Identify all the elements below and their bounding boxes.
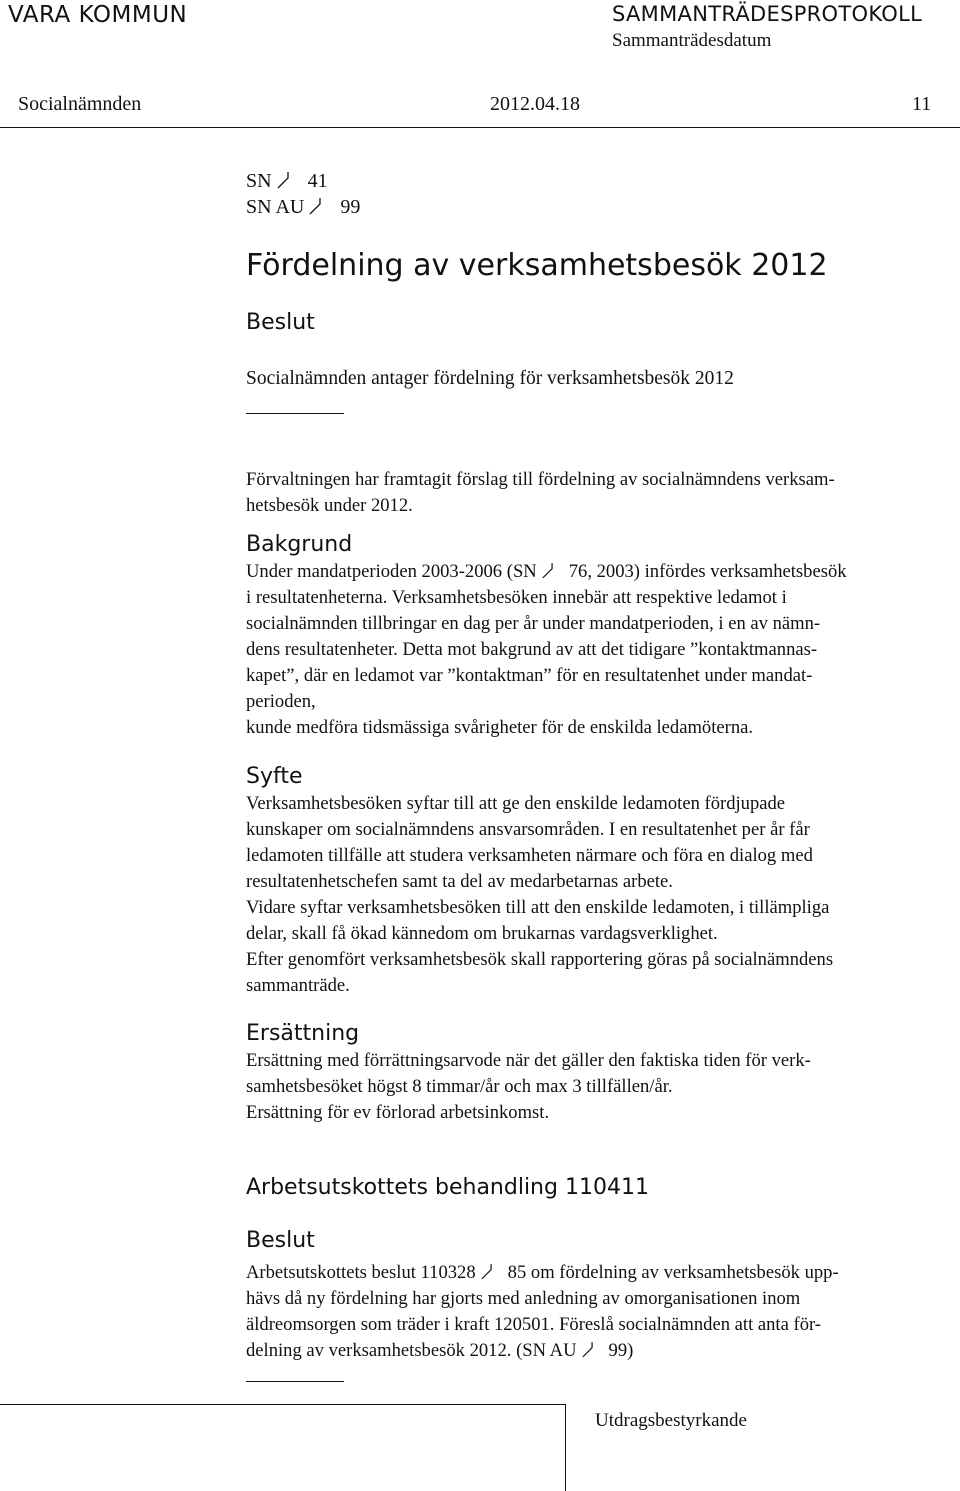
separator-rule bbox=[246, 413, 344, 414]
reference-line bbox=[246, 170, 328, 193]
purpose-heading: Syfte bbox=[246, 764, 303, 789]
committee-decision-heading: Beslut bbox=[246, 1228, 315, 1253]
decision-heading: Beslut bbox=[246, 310, 315, 335]
purpose-line: resultatenhetschefen samt ta del av medarbetarnas arbete. bbox=[246, 871, 673, 892]
background-line-part: 76, 2003) infördes verksamhetsbesök bbox=[568, 561, 847, 582]
purpose-line: Vidare syftar verksamhetsbesöken till att den enskilde ledamoten, i tillämpliga bbox=[246, 897, 830, 918]
separator-rule bbox=[246, 1381, 344, 1382]
reference-body: SN bbox=[246, 170, 272, 192]
certification-label: Utdragsbestyrkande bbox=[595, 1410, 747, 1431]
purpose-line: Verksamhetsbesöken syftar till att ge den enskilde ledamoten fördjupade bbox=[246, 793, 786, 814]
committee-line bbox=[246, 1260, 839, 1286]
background-line: kunde medföra tidsmässiga svårigheter för de enskilda ledamöterna. bbox=[246, 717, 754, 738]
background-line: kapet”, där en ledamot var ”kontaktman” för en resultatenhet under mandat- bbox=[246, 665, 813, 686]
compensation-line: Ersättning med förrättningsarvode när det gäller den faktiska tiden för verk- bbox=[246, 1050, 811, 1071]
meeting-date: 2012.04.18 bbox=[490, 93, 580, 115]
background-heading: Bakgrund bbox=[246, 532, 353, 557]
proposal-line: hetsbesök under 2012. bbox=[246, 495, 413, 516]
committee-line bbox=[246, 1338, 633, 1364]
purpose-line: kunskaper om socialnämndens ansvarsområden. I en resultatenhet per år får bbox=[246, 819, 810, 840]
committee-line-part: delning av verksamhetsbesök 2012. (SN AU bbox=[246, 1340, 577, 1361]
purpose-line: delar, skall få ökad kännedom om brukarnas vardagsverklighet. bbox=[246, 923, 718, 944]
footer-divider bbox=[0, 1404, 565, 1405]
reference-number: 41 bbox=[307, 170, 328, 192]
reference-line bbox=[246, 196, 360, 219]
purpose-line: Efter genomfört verksamhetsbesök skall rapportering göras på socialnämndens bbox=[246, 949, 834, 970]
section-symbol-icon bbox=[541, 562, 565, 579]
section-symbol-icon bbox=[276, 171, 302, 189]
organization-name: VARA KOMMUN bbox=[8, 2, 188, 28]
section-symbol-icon bbox=[308, 197, 334, 215]
document-type: SAMMANTRÄDESPROTOKOLL bbox=[612, 2, 923, 26]
purpose-line: sammanträde. bbox=[246, 975, 350, 996]
committee-handling-heading: Arbetsutskottets behandling 110411 bbox=[246, 1175, 649, 1200]
reference-number: 99 bbox=[340, 196, 361, 218]
header-divider bbox=[0, 127, 960, 128]
background-line: socialnämnden tillbringar en dag per år under mandatperioden, i en av nämn- bbox=[246, 613, 821, 634]
committee-line: hävs då ny fördelning har gjorts med anledning av omorganisationen inom bbox=[246, 1288, 801, 1309]
proposal-line: Förvaltningen har framtagit förslag till fördelning av socialnämndens verksam- bbox=[246, 469, 835, 490]
committee-line: äldreomsorgen som träder i kraft 120501. Föreslå socialnämnden att anta för- bbox=[246, 1314, 821, 1335]
committee-line-part: Arbetsutskottets beslut 110328 bbox=[246, 1262, 476, 1283]
page-number: 11 bbox=[912, 93, 932, 115]
section-symbol-icon bbox=[581, 1341, 605, 1358]
page-title: Fördelning av verksamhetsbesök 2012 bbox=[246, 248, 828, 283]
background-line: dens resultatenheter. Detta mot bakgrund av att det tidigare ”kontaktmannas- bbox=[246, 639, 818, 660]
purpose-line: ledamoten tillfälle att studera verksamheten närmare och föra en dialog med bbox=[246, 845, 813, 866]
committee-line-part: 85 om fördelning av verksamhetsbesök upp- bbox=[507, 1262, 839, 1283]
section-symbol-icon bbox=[480, 1263, 504, 1280]
compensation-heading: Ersättning bbox=[246, 1021, 360, 1046]
compensation-line: Ersättning för ev förlorad arbetsinkomst. bbox=[246, 1102, 550, 1123]
background-line: perioden, bbox=[246, 691, 316, 712]
reference-body: SN AU bbox=[246, 196, 305, 218]
committee-line-part: 99) bbox=[608, 1340, 634, 1361]
background-line: i resultatenheterna. Verksamhetsbesöken innebär att respektive ledamot i bbox=[246, 587, 787, 608]
background-line bbox=[246, 559, 847, 585]
committee-name: Socialnämnden bbox=[18, 93, 142, 115]
compensation-line: samhetsbesöket högst 8 timmar/år och max 3 tillfällen/år. bbox=[246, 1076, 673, 1097]
background-line-part: Under mandatperioden 2003-2006 (SN bbox=[246, 561, 537, 582]
decision-text: Socialnämnden antager fördelning för verksamhetsbesök 2012 bbox=[246, 368, 734, 389]
footer-vertical-divider bbox=[565, 1404, 566, 1491]
meeting-date-label: Sammanträdesdatum bbox=[612, 30, 772, 51]
